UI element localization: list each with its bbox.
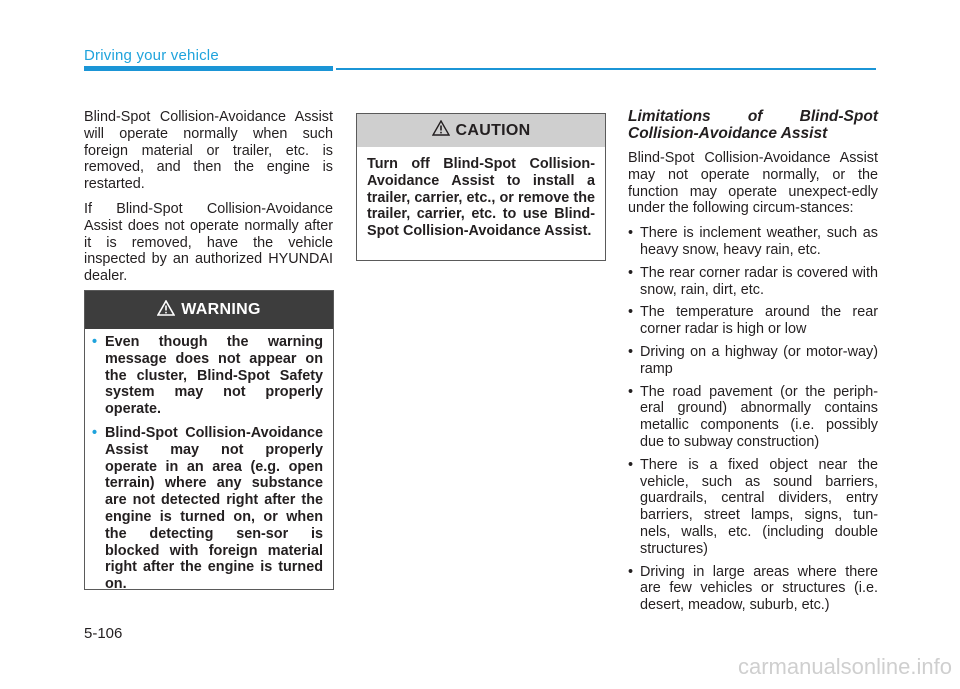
header-rule-accent [84, 66, 333, 71]
caution-box [356, 113, 606, 261]
list-item: • Driving on a highway (or motor-way) ramp [628, 344, 878, 378]
section-heading: Limitations of Blind-Spot Collision-Avoidance Assist [628, 108, 878, 142]
caution-triangle-icon [432, 120, 450, 141]
warning-item-text: Even though the warning message does not appear on the cluster, Blind-Spot Safety system may not properly operate. [105, 334, 323, 418]
warning-box [84, 290, 334, 593]
watermark: carmanualsonline.info [737, 654, 952, 679]
section-title: Driving your vehicle [84, 47, 219, 64]
intro-paragraph: Blind-Spot Collision-Avoidance Assist may not operate normally, or the function may operate unexpect-edly under the following circum-stances: [628, 150, 878, 217]
list-item: • There is inclement weather, such as heavy snow, heavy rain, etc. [628, 225, 878, 259]
bullet-icon: • [92, 334, 98, 350]
list-item: • Driving in large areas where there are few vehicles or structures (i.e. desert, meadow, suburb, etc.) [628, 564, 878, 614]
limitations-list [628, 225, 878, 614]
list-item: • The temperature around the rear corner radar is high or low [628, 304, 878, 338]
list-item: • There is a fixed object near the vehicle, such as sound barriers, guardrails, central dividers, entry barriers, street lamps, signs, tun-nels, walls, etc. (including double structures) [628, 457, 878, 558]
body-paragraph: If Blind-Spot Collision-Avoidance Assist does not operate normally after it is removed, have the vehicle inspected by an authorized HYUNDAI dealer. [84, 200, 333, 285]
left-column [84, 109, 333, 293]
warning-header [85, 291, 333, 329]
right-column [628, 108, 878, 620]
warning-triangle-icon [157, 300, 175, 321]
list-item: • The rear corner radar is covered with snow, rain, dirt, etc. [628, 265, 878, 299]
page-number: 5-106 [84, 625, 123, 642]
caution-body: Turn off Blind-Spot Collision-Avoidance Assist to install a trailer, carrier, etc., or remove the trailer, carrier, etc. to use Blind-Spot Collision-Avoidance Assist. [367, 156, 595, 240]
warning-item-text: Blind-Spot Collision-Avoidance Assist may not properly operate in an area (e.g. open terrain) where any substance are not detected right after the engine is turned on, or when the detecting sen-sor is blocked with foreign material right after the engine is turned on. [105, 424, 323, 593]
caution-header [357, 114, 605, 147]
list-item: • The road pavement (or the periph-eral ground) abnormally contains metallic components (i.e. possibly due to subway construction) [628, 384, 878, 451]
warning-label: WARNING [181, 301, 261, 318]
warning-item [92, 334, 323, 418]
warning-body [85, 329, 333, 593]
bullet-icon: • [92, 424, 98, 441]
header-rule [336, 68, 876, 70]
warning-item [92, 424, 323, 593]
body-paragraph: Blind-Spot Collision-Avoidance Assist will operate normally when such foreign material or trailer, etc. is removed, and then the engine is restarted. [84, 109, 333, 193]
caution-label: CAUTION [455, 121, 531, 139]
